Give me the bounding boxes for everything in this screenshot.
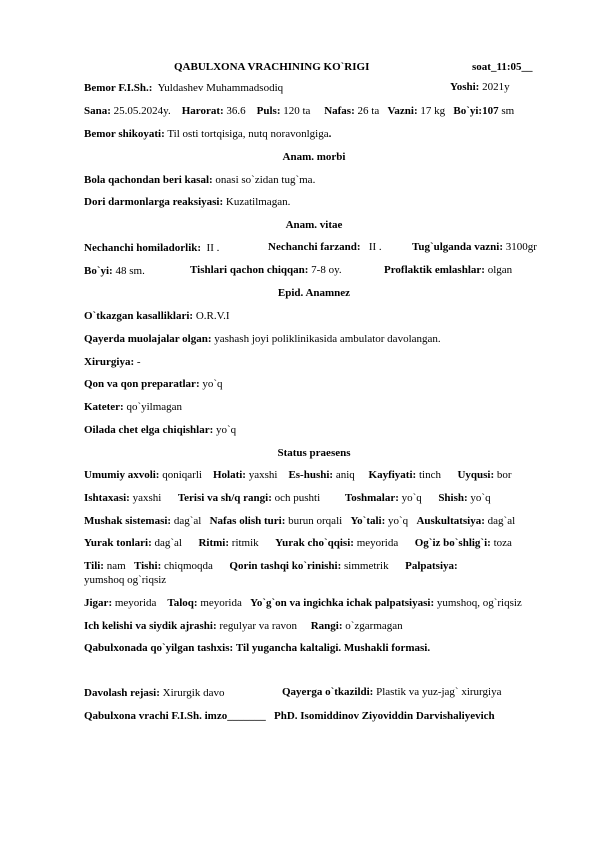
status-heading: Status praesens [277,447,351,459]
transfer-destination: Qayerga o`tkazildi: Plastik va yuz-jag` xirurgiya [282,686,502,698]
skin-line: Ishtaxasi: yaxshi Terisi va sh/q rangi: och pushti Toshmalar: yo`q Shish: yo`q [84,492,491,504]
drug-reaction-line: Dori darmonlarga reaksiyasi: Kuzatilmagan. [84,196,291,208]
treatment-place-line: Qayerda muolajalar olgan: yashash joyi poliklinikasida ambulator davolangan. [84,333,441,345]
vaccination: Proflaktik emlashlar: olgan [384,264,513,276]
birth-height-line: Bo`yi: 48 sm. [84,265,145,277]
visit-time: soat_11:05__ [472,61,533,73]
heart-line: Yurak tonlari: dag`al Ritmi: ritmik Yurak cho`qqisi: meyorida Og`iz bo`shlig`i: toza [84,537,512,549]
patient-name: Yuldashev Muhammadsodiq [157,82,284,94]
vitals-line: Sana: 25.05.2024y. Harorat: 36.6 Puls: 120 ta Nafas: 26 ta Vazni: 17 kg Bo`yi:107 sm [84,105,515,117]
tongue-line: Tili: nam Tishi: chiqmoqda Qorin tashqi ko`rinishi: simmetrik Palpatsiya: [84,560,458,572]
treatment-plan-line: Davolash rejasi: Xirurgik davo [84,687,225,699]
anam-vitae-heading: Anam. vitae [285,219,343,231]
blood-line: Qon va qon preparatlar: yo`q [84,378,223,390]
anam-morbi-heading: Anam. morbi [282,151,346,163]
page-title: QABULXONA VRACHINING KO`RIGI [174,61,370,73]
birth-weight: Tug`ulganda vazni: 3100gr [412,241,537,253]
complaint-line: Bemor shikoyati: Til osti tortqisiga, nutq noravonlgiga. [84,128,332,140]
liver-line: Jigar: meyorida Taloq: meyorida Yo`g`on va ingichka ichak palpatsiyasi: yumshoq, og`riqsiz [84,597,522,609]
muscle-line: Mushak sistemasi: dag`al Nafas olish turi: burun orqali Yo`tali: yo`q Auskultatsiya: dag`al [84,515,516,527]
teeth-eruption: Tishlari qachon chiqqan: 7-8 oy. [190,264,342,276]
catheter-line: Kateter: qo`yilmagan [84,401,183,413]
diseases-line: O`tkazgan kasalliklari: O.R.V.I [84,310,230,322]
surgery-line: Xirurgiya: - [84,356,141,368]
abroad-line: Oilada chet elga chiqishlar: yo`q [84,424,237,436]
epid-heading: Epid. Anamnez [277,287,351,299]
child-order: Nechanchi farzand: II . [268,241,382,253]
patient-name-label: Bemor F.I.Sh.: [84,82,153,94]
diagnosis-line: Qabulxonada qo`yilgan tashxis: Til yugancha kaltaligi. Mushakli formasi. [84,642,431,654]
doctor-signature-line: Qabulxona vrachi F.I.Sh. imzo_______ PhD. Isomiddinov Ziyoviddin Darvishaliyevich [84,710,495,722]
since-line: Bola qachondan beri kasal: onasi so`zidan tug`ma. [84,174,316,186]
palpation-value: yumshoq og`riqsiz [84,574,167,586]
general-state-line: Umumiy axvoli: qoniqarli Holati: yaxshi Es-hushi: aniq Kayfiyati: tinch Uyqusi: bor [84,469,512,481]
pregnancy-line: Nechanchi homiladorlik: II . [84,242,220,254]
patient-year: Yoshi: 2021y [450,81,510,93]
stool-line: Ich kelishi va siydik ajrashi: regulyar va ravon Rangi: o`zgarmagan [84,620,403,632]
